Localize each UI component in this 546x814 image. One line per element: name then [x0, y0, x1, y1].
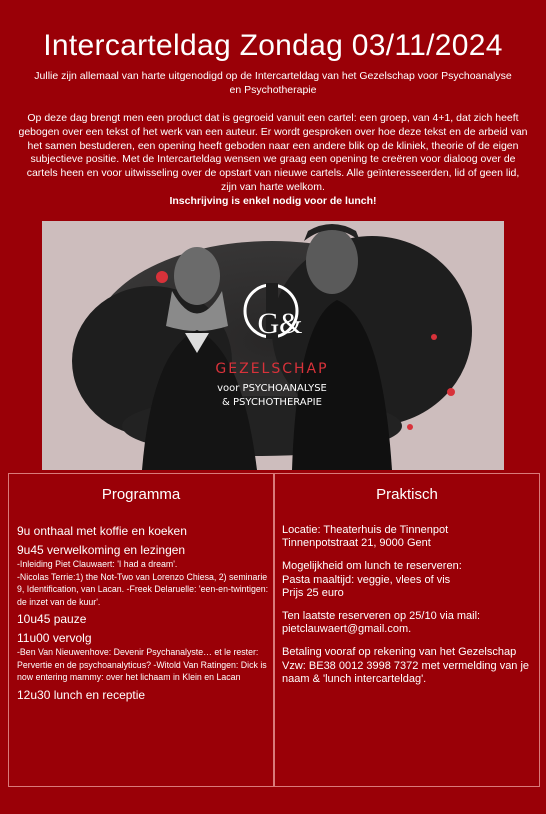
hero-image: [42, 221, 504, 470]
programma-heading: Programma: [101, 486, 181, 503]
page-title: Intercarteldag Zondag 03/11/2024: [43, 29, 503, 62]
intro-paragraph: [18, 112, 528, 209]
lunch-price: Prijs 25 euro: [282, 586, 344, 599]
payment-info: Betaling vooraf op rekening van het Gezelschap Vzw: BE38 0012 3998 7372 met vermelding van je naam & 'lunch intercarteldag'.: [282, 646, 530, 685]
lunch-line: Pasta maaltijd: veggie, vlees of vis: [282, 573, 451, 586]
invitation-subtitle: Jullie zijn allemaal van harte uitgenodigd op de Intercarteldag van het Gezelschap voor Psychoanalyse en Psychotherapie: [34, 70, 512, 96]
program-detail: -Ben Van Nieuwenhove: Devenir Psychanalyste… et le rester: Pervertie en de psychoanalyticus? -Witold Van Ratingen: Dick is now entering mammy: over het lichaam in Klein en Lacan: [17, 647, 267, 682]
programma-panel: [8, 473, 274, 787]
logo-monogram-text: G&: [257, 307, 303, 340]
program-item: 11u00 vervolg: [17, 631, 92, 645]
program-item: 10u45 pauze: [17, 612, 87, 626]
reservation-info: [282, 610, 534, 636]
red-splash-icon: [156, 271, 168, 283]
praktisch-info: [282, 524, 534, 696]
registration-note: Inschrijving is enkel nodig voor de lunch!: [169, 194, 377, 207]
location-venue: Locatie: Theaterhuis de Tinnenpot: [282, 524, 449, 536]
logo-line2: & PSYCHOTHERAPIE: [222, 397, 322, 408]
location-address: Tinnenpotstraat 21, 9000 Gent: [282, 537, 431, 550]
programma-list: [17, 524, 269, 703]
praktisch-heading: Praktisch: [376, 486, 438, 503]
program-detail: -Nicolas Terrie:1) the Not-Two van Lorenzo Chiesa, 2) seminarie 9, Identification, van Lacan. -Freek Delaruelle: 'een-en-twintigen: de inzet van de kuur'.: [17, 571, 269, 607]
lunch-info: [282, 560, 534, 600]
program-item: 9u onthaal met koffie en koeken: [17, 524, 187, 538]
praktisch-panel: [274, 473, 540, 787]
logo-name: GEZELSCHAP: [215, 361, 329, 377]
intro-text: Op deze dag brengt men een product dat is gegroeid vanuit een cartel: een groep, van 4+1, dat zich heeft gebogen over een tekst of het werk van een auteur. Er wordt gesproken over hoe deze tekst en de arbeid van het samen bestuderen, een opening heeft geboden naar een andere blik op de kliniek, theorie of de eigen subjectieve positie. Met de Intercarteldag wensen we graag een opening te creëren voor dialoog over de cartels heen en voor uitwisseling over de opstart van nieuwe cartels. Alle geïnteresseerden, lid of geen lid, zijn van harte welkom.: [18, 112, 528, 193]
location-info: [282, 524, 534, 550]
program-item: 12u30 lunch en receptie: [17, 687, 146, 702]
reservation-email[interactable]: pietclauwaert@gmail.com.: [282, 623, 412, 636]
program-detail: -Inleiding Piet Clauwaert: 'I had a dream'.: [17, 559, 178, 569]
hero-illustration: [42, 221, 504, 470]
program-item: 9u45 verwelkoming en lezingen: [17, 543, 186, 557]
lunch-line: Mogelijkheid om lunch te reserveren:: [282, 560, 462, 573]
reservation-deadline: Ten laatste reserveren op 25/10 via mail:: [282, 610, 481, 623]
logo-line1: voor PSYCHOANALYSE: [217, 383, 327, 394]
